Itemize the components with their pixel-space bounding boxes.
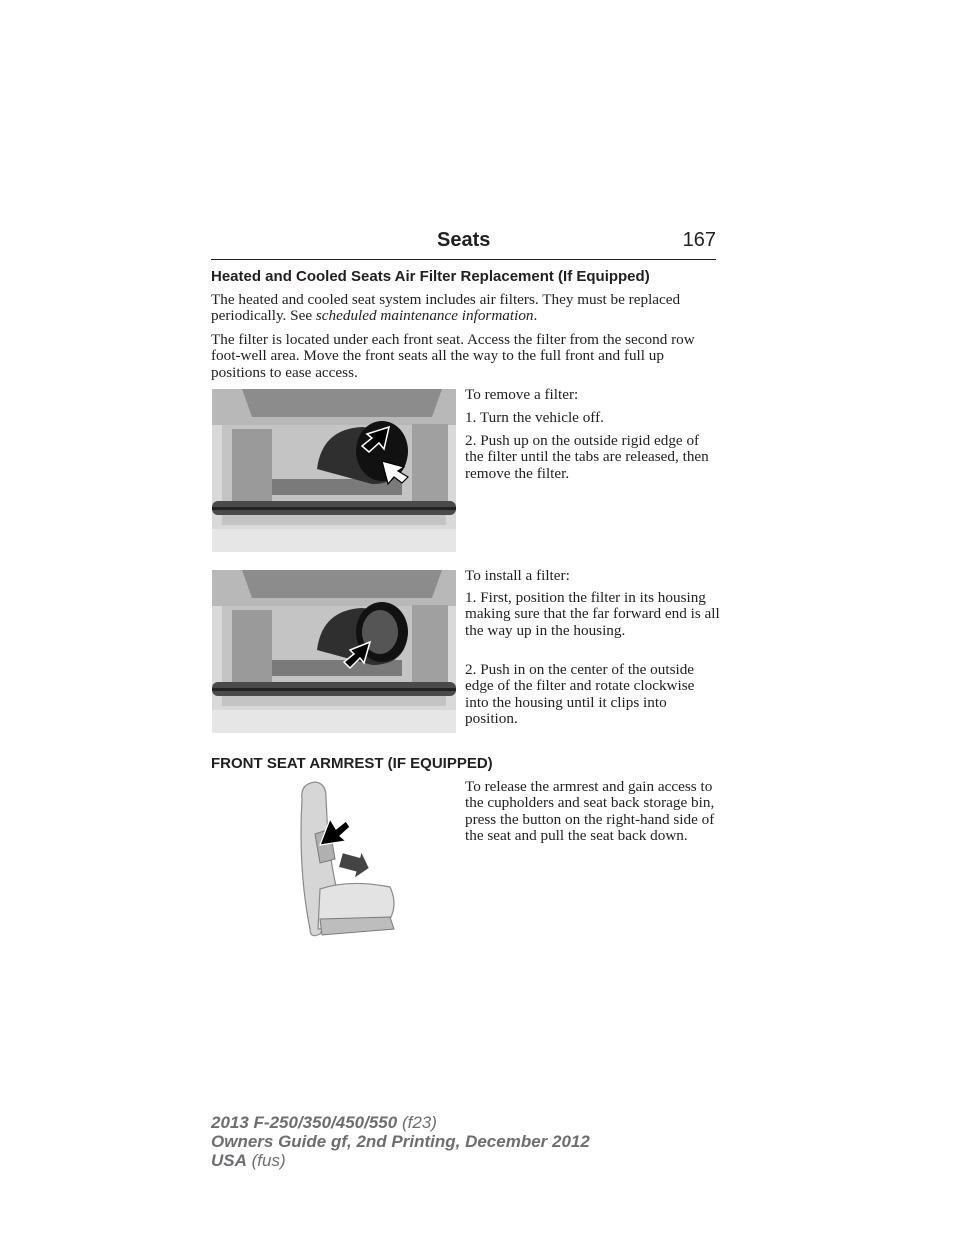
footer-region: USA <box>211 1151 247 1170</box>
page-number: 167 <box>682 229 716 251</box>
remove-filter-illustration <box>212 389 456 552</box>
page-footer <box>211 1113 590 1170</box>
install-step-2: 2. Push in on the center of the outside edge of the filter and rotate clockwise into the housing until it clips into position. <box>465 661 695 728</box>
remove-step-2: 2. Push up on the outside rigid edge of the filter until the tabs are released, then remove the filter. <box>465 432 709 482</box>
install-filter-illustration <box>212 570 456 733</box>
air-filter-heading: Heated and Cooled Seats Air Filter Replacement (If Equipped) <box>211 268 650 285</box>
page-header <box>211 229 716 260</box>
intro-end: . <box>533 307 538 325</box>
air-filter-intro-paragraph <box>211 292 716 325</box>
install-step-1: 1. First, position the filter in its housing making sure that the far forward end is all the way up in the housing. <box>465 589 720 639</box>
remove-step-1: 1. Turn the vehicle off. <box>465 409 604 426</box>
maintenance-reference: scheduled maintenance information <box>315 307 534 325</box>
footer-region-code: (fus) <box>246 1151 286 1170</box>
install-filter-intro: To install a filter: <box>465 567 570 584</box>
footer-model-code: (f23) <box>397 1113 437 1132</box>
armrest-instructions: To release the armrest and gain access to the cupholders and seat back storage bin, press the button on the right-hand side of the seat and pull the seat back down. <box>465 778 715 845</box>
footer-edition: Owners Guide gf, 2nd Printing, December 2012 <box>211 1132 590 1151</box>
section-title: Seats <box>437 229 491 251</box>
footer-region-line <box>211 1151 590 1170</box>
footer-edition-line <box>211 1132 590 1151</box>
armrest-heading: FRONT SEAT ARMREST (IF EQUIPPED) <box>211 755 493 772</box>
intro-text: The heated and cooled seat system includes air filters. They must be replaced periodically. See <box>211 291 681 325</box>
remove-filter-intro: To remove a filter: <box>465 386 579 403</box>
footer-model-line <box>211 1113 590 1132</box>
footer-model: 2013 F-250/350/450/550 <box>211 1113 398 1132</box>
filter-location-paragraph: The filter is located under each front seat. Access the filter from the second row foot-well area. Move the front seats all the way to the full front and full up positions to ease access. <box>211 331 695 381</box>
seat-armrest-illustration <box>290 779 405 942</box>
